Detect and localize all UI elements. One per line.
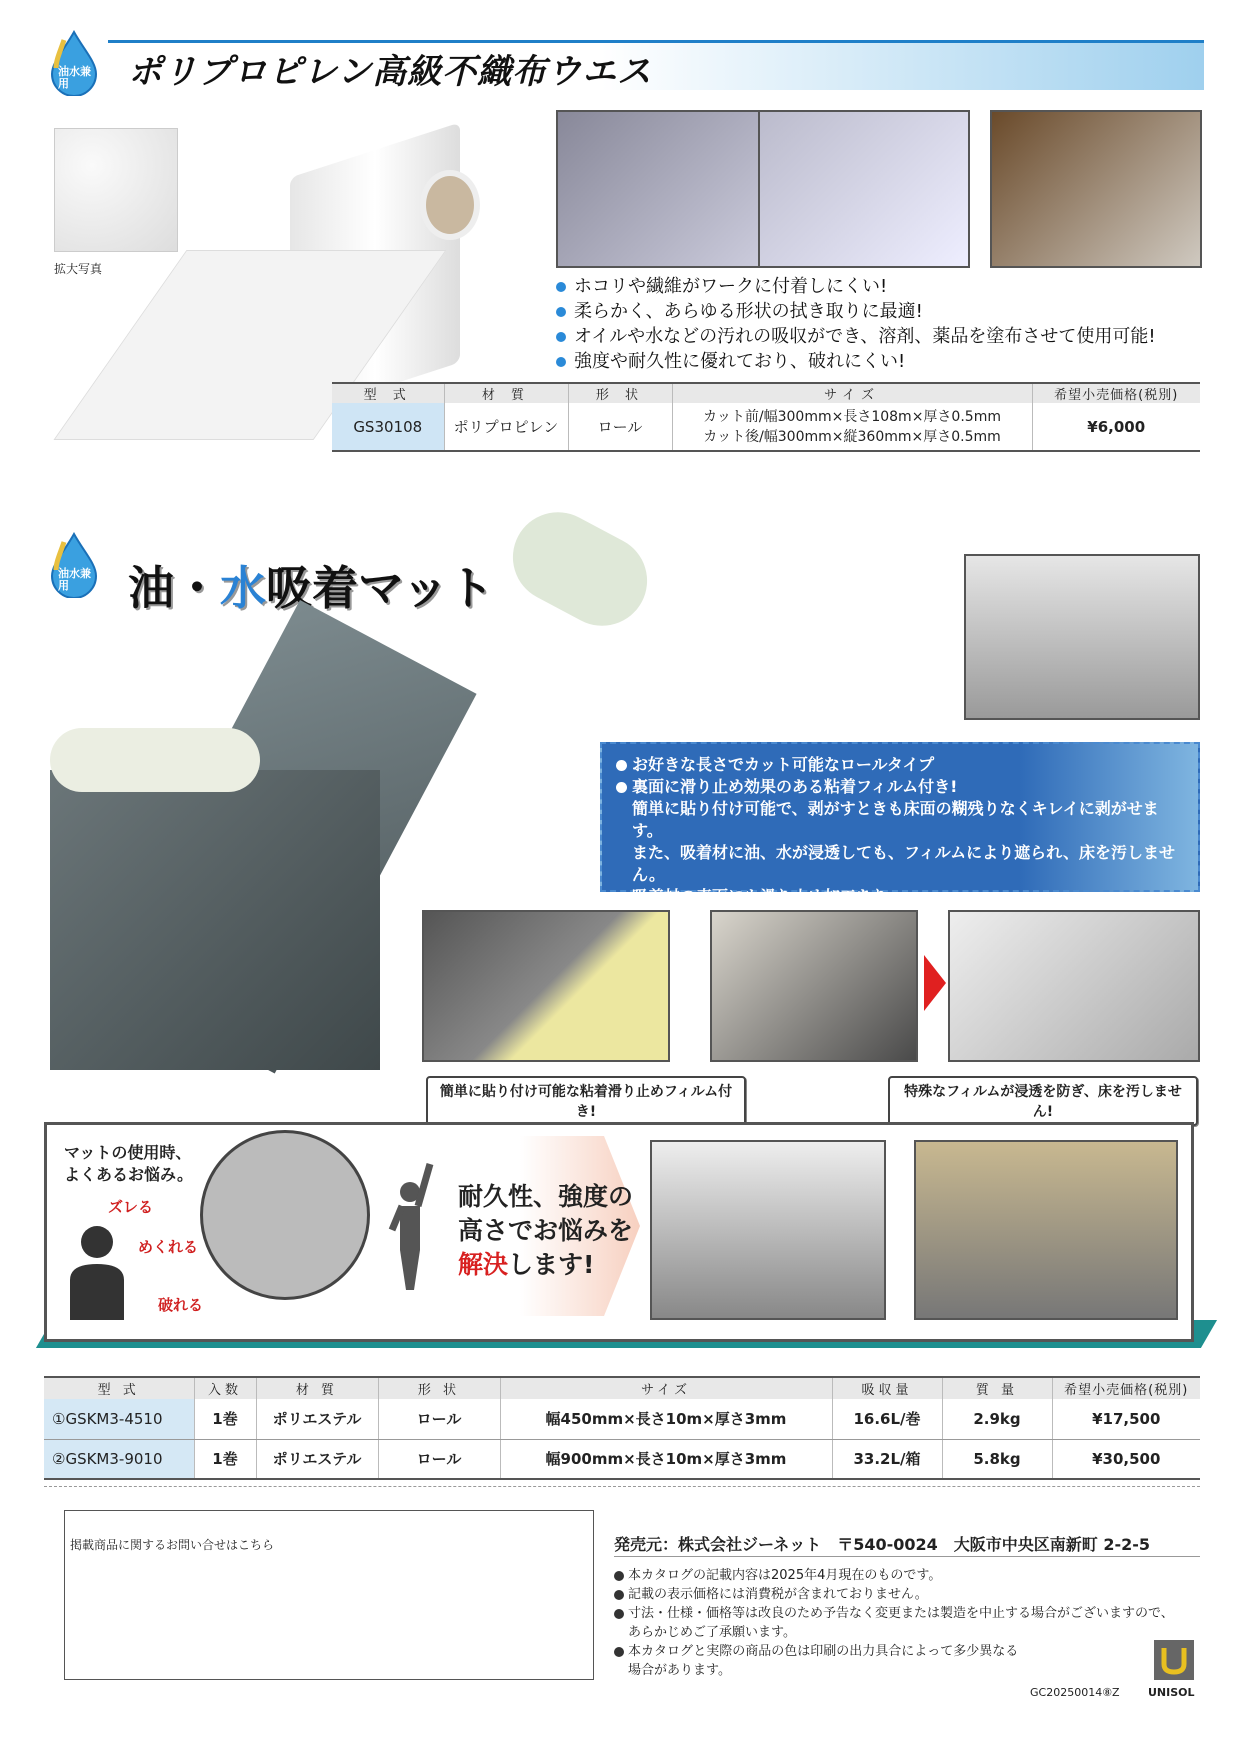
film-underside-photo — [948, 910, 1200, 1062]
solution-line — [458, 1248, 633, 1282]
worried-person-icon — [62, 1220, 132, 1320]
seller-underline — [614, 1556, 1200, 1557]
col-header: 吸収量 — [832, 1377, 942, 1399]
problem-heading — [64, 1142, 193, 1186]
absorb-cell: 33.2L/箱 — [832, 1439, 942, 1479]
feature-item: 吸着材の表面にも滑り止め加工あり — [616, 886, 1184, 908]
price-cell: ¥17,500 — [1052, 1399, 1200, 1439]
size-line: カット後/幅300mm×縦360mm×厚さ0.5mm — [703, 428, 1001, 445]
usage-photo-3 — [990, 110, 1202, 268]
absorb-cell: 16.6L/巻 — [832, 1399, 942, 1439]
inquiry-label: 掲載商品に関するお問い合せはこちら — [70, 1538, 275, 1552]
cheering-person-icon — [388, 1160, 434, 1290]
mat-sheet-left — [50, 770, 380, 1070]
mat-roll-left-core — [50, 728, 260, 792]
model-code: GS30108 — [332, 403, 444, 451]
title-part: 吸着マット — [266, 561, 495, 615]
problem-word: めくれる — [138, 1238, 199, 1256]
feature-item: オイルや水などの汚れの吸収ができ、溶剤、薬品を塗布させて使用可能! — [556, 324, 1156, 349]
shape-cell: ロール — [378, 1439, 500, 1479]
title-part: 水 — [220, 561, 266, 615]
size-cell: 幅450mm×長さ10m×厚さ3mm — [500, 1399, 832, 1439]
col-header: 入数 — [194, 1377, 256, 1399]
table-row — [332, 403, 1200, 451]
zoom-caption: 拡大写真 — [54, 262, 103, 276]
model-code: ②GSKM3-9010 — [44, 1439, 194, 1479]
problem-heading-line: よくあるお悩み。 — [64, 1165, 193, 1184]
unisol-logo-icon — [1154, 1640, 1194, 1680]
footer-divider — [44, 1486, 1200, 1487]
price-cell: ¥6,000 — [1032, 403, 1200, 451]
solution-line: 耐久性、強度の — [458, 1182, 634, 1211]
col-header: 型 式 — [332, 383, 444, 403]
table-row — [44, 1399, 1200, 1439]
caption-left: 簡単に貼り付け可能な粘着滑り止めフィルム付き! — [426, 1076, 746, 1126]
problem-word: ズレる — [108, 1198, 154, 1216]
mat-in-use-photo — [964, 554, 1200, 720]
solution-highlight: 解決 — [458, 1250, 509, 1279]
shape-cell: ロール — [568, 403, 672, 451]
problem-photo — [200, 1130, 370, 1300]
usage-photo-2 — [758, 110, 970, 268]
col-header: 形 状 — [378, 1377, 500, 1399]
catalog-code: GC20250014⑧Z — [1030, 1686, 1120, 1699]
col-header: 材 質 — [444, 383, 568, 403]
feature-box — [600, 742, 1200, 906]
note-item: 寸法・仕様・価格等は改良のため予告なく変更または製造を中止する場合がございますので、 — [614, 1604, 1174, 1623]
arrow-right-icon — [924, 955, 946, 1011]
note-item: あらかじめご了承願います。 — [628, 1625, 796, 1640]
roll-core — [420, 170, 480, 240]
col-header: 希望小売価格(税別) — [1052, 1377, 1200, 1399]
problem-word: 破れる — [158, 1296, 204, 1314]
page-title: ポリプロピレン高級不織布ウエス — [128, 52, 653, 92]
spec-table-2 — [44, 1376, 1200, 1480]
feature-item: お好きな長さでカット可能なロールタイプ — [616, 754, 1184, 776]
size-cell — [672, 403, 1032, 451]
mat-roll-core — [497, 496, 663, 641]
badge-label: 油水兼用 — [58, 567, 91, 592]
liquid-pour-photo — [710, 910, 918, 1062]
qty-cell: 1巻 — [194, 1399, 256, 1439]
material-cell: ポリエステル — [256, 1439, 378, 1479]
material-cell: ポリプロピレン — [444, 403, 568, 451]
qty-cell: 1巻 — [194, 1439, 256, 1479]
feature-item: ホコリや繊維がワークに付着しにくい! — [556, 274, 1156, 299]
col-header: サイズ — [672, 383, 1032, 403]
caption-right: 特殊なフィルムが浸透を防ぎ、床を汚しません! — [888, 1076, 1198, 1126]
brand-name: UNISOL — [1148, 1686, 1195, 1699]
solution-line: 高さでお悩みを — [458, 1216, 634, 1245]
size-cell: 幅900mm×長さ10m×厚さ3mm — [500, 1439, 832, 1479]
weight-cell: 5.8kg — [942, 1439, 1052, 1479]
note-item: 場合があります。 — [628, 1663, 731, 1678]
note-item: 本カタログと実際の商品の色は印刷の出力具合によって多少異なる — [614, 1642, 1174, 1661]
col-header: 材 質 — [256, 1377, 378, 1399]
col-header: 質 量 — [942, 1377, 1052, 1399]
feature-item: 強度や耐久性に優れており、破れにくい! — [556, 349, 1156, 374]
model-code: ①GSKM3-4510 — [44, 1399, 194, 1439]
problem-heading-line: マットの使用時、 — [64, 1143, 192, 1162]
shape-cell: ロール — [378, 1399, 500, 1439]
feature-item: また、吸着材に油、水が浸透しても、フィルムにより遮られ、床を汚しません。 — [632, 843, 1176, 884]
solution-photo-1 — [650, 1140, 886, 1320]
zoom-photo — [54, 128, 178, 252]
size-line: カット前/幅300mm×長さ108m×厚さ0.5mm — [703, 408, 1001, 425]
feature-item: 柔らかく、あらゆる形状の拭き取りに最適! — [556, 299, 1156, 324]
notes-list — [614, 1566, 1174, 1680]
seller-info: 発売元：株式会社ジーネット 〒540-0024 大阪市中央区南新町 2-2-5 — [614, 1535, 1151, 1554]
weight-cell: 2.9kg — [942, 1399, 1052, 1439]
feature-item: 裏面に滑り止め効果のある粘着フィルム付き! — [616, 776, 1184, 798]
solution-line-rest: します! — [508, 1250, 595, 1279]
feature-item: 簡単に貼り付け可能で、剥がすときも床面の糊残りなくキレイに剥がせます。 — [632, 799, 1159, 840]
col-header: 希望小売価格(税別) — [1032, 383, 1200, 403]
spec-table-1 — [332, 382, 1200, 452]
material-cell: ポリエステル — [256, 1399, 378, 1439]
solution-text — [458, 1180, 633, 1282]
col-header: サイズ — [500, 1377, 832, 1399]
note-item: 記載の表示価格には消費税が含まれておりません。 — [614, 1585, 1174, 1604]
price-cell: ¥30,500 — [1052, 1439, 1200, 1479]
solution-photo-2 — [914, 1140, 1178, 1320]
badge-label: 油水兼用 — [58, 65, 91, 90]
note-item: 本カタログの記載内容は2025年4月現在のものです。 — [614, 1566, 1174, 1585]
feature-list — [556, 274, 1156, 374]
table-row — [44, 1439, 1200, 1479]
title-part: 油・ — [128, 561, 220, 615]
col-header: 形 状 — [568, 383, 672, 403]
usage-photo-1 — [556, 110, 768, 268]
col-header: 型 式 — [44, 1377, 194, 1399]
film-peel-photo — [422, 910, 670, 1062]
